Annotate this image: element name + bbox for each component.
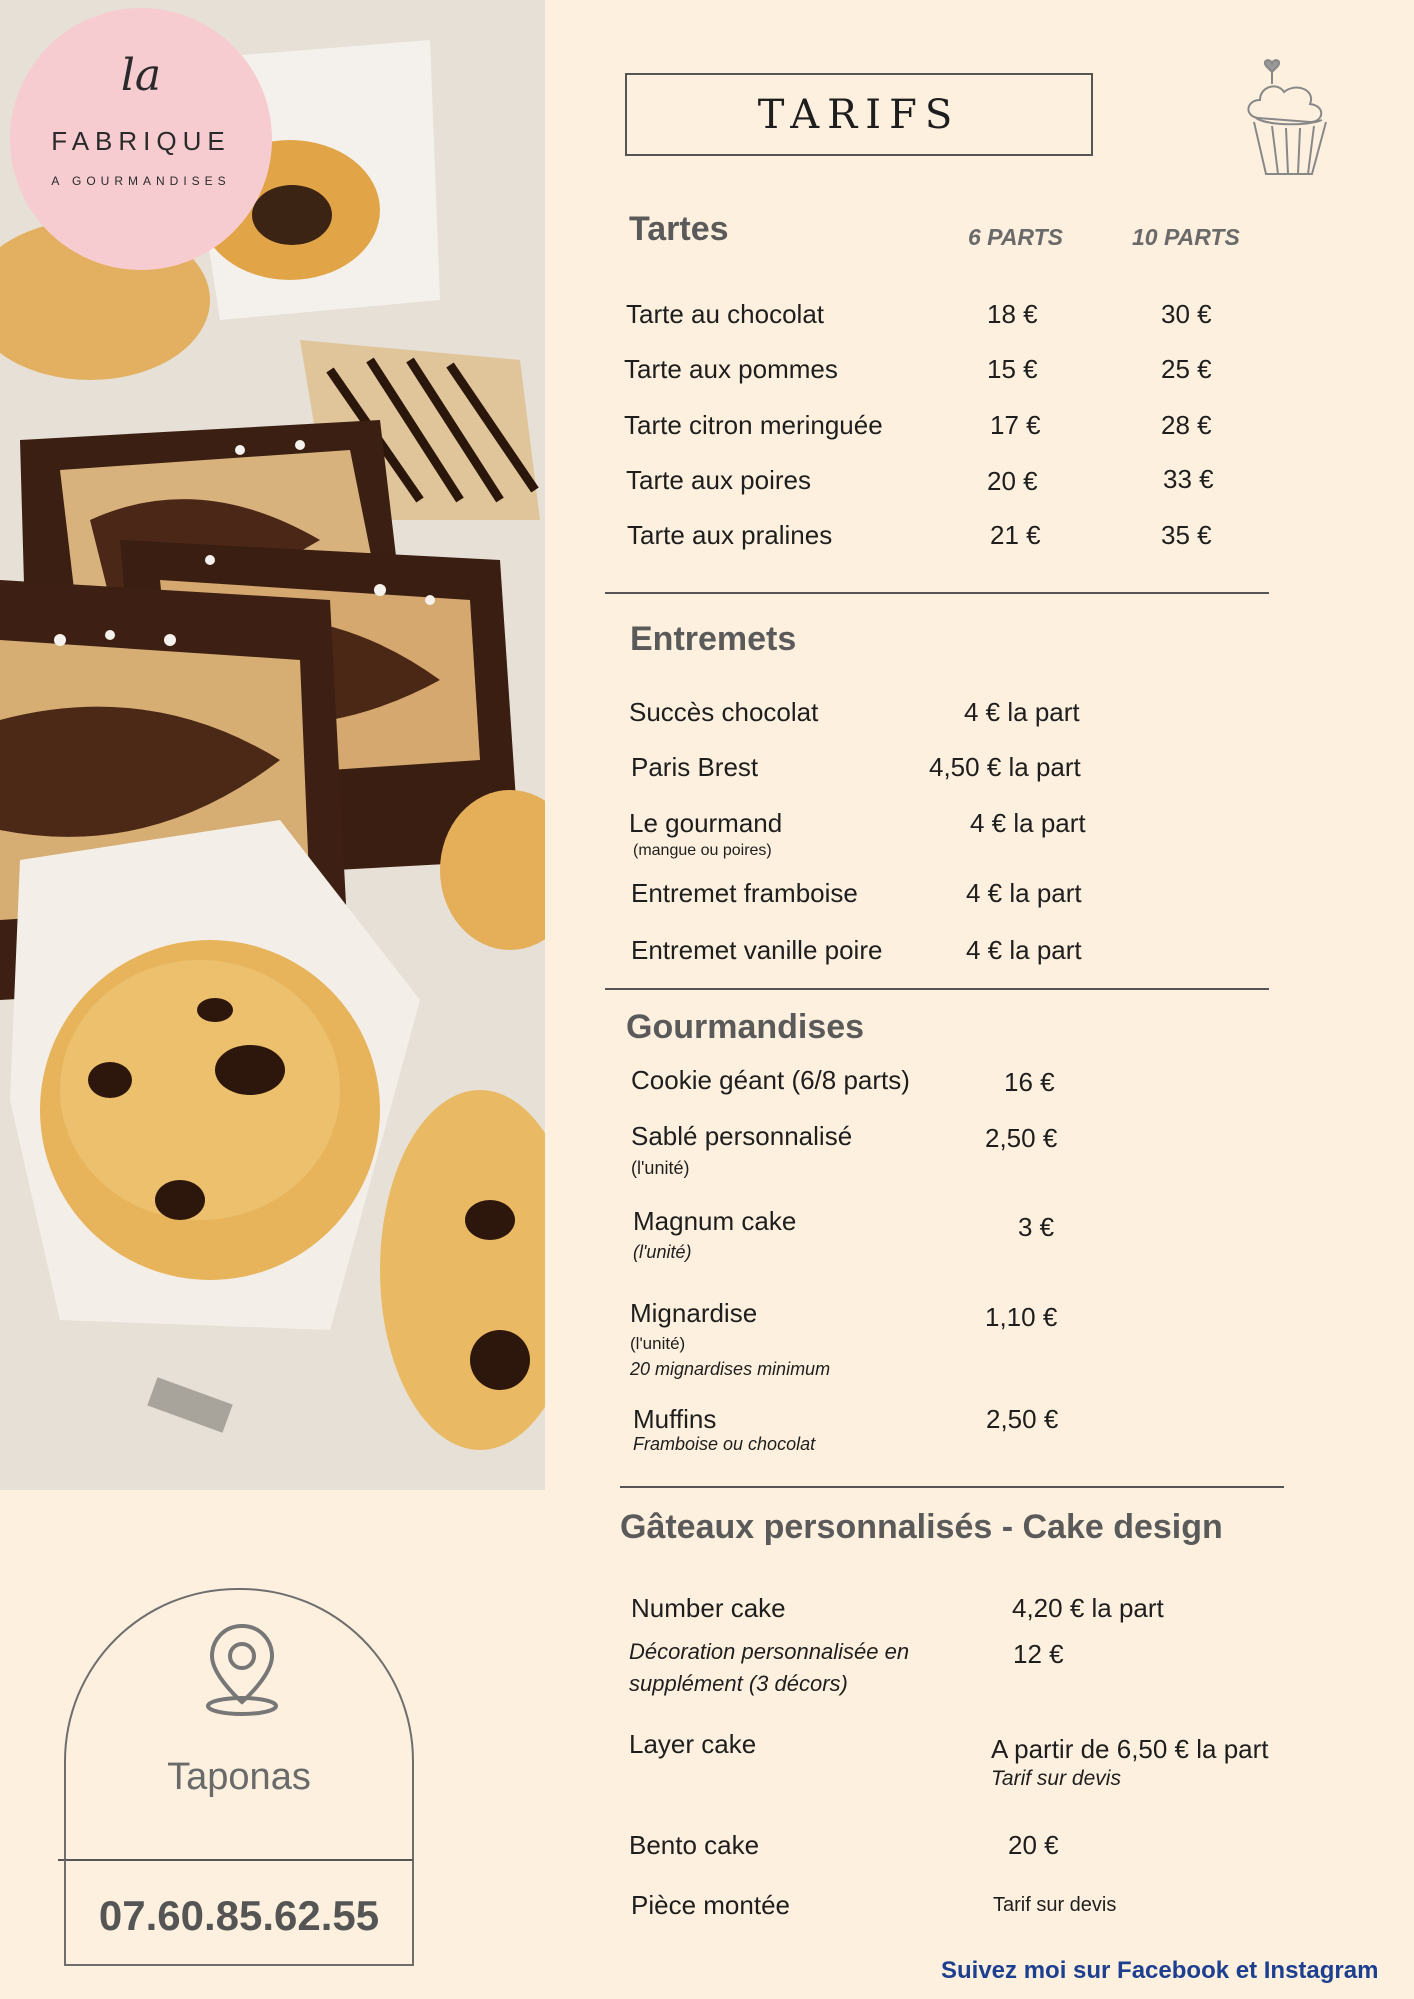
page-title: TARIFS: [757, 91, 961, 138]
gourmandise-item-name: Magnum cake: [633, 1206, 797, 1236]
gourmandise-item-name: Cookie géant (6/8 parts): [631, 1065, 910, 1095]
tarte-price-10: 25 €: [1161, 354, 1212, 384]
entremet-price: 4 € la part: [970, 808, 1086, 838]
gourmandise-item-name: Sablé personnalisé: [631, 1121, 853, 1151]
cake-price: 4,20 € la part: [1012, 1593, 1164, 1623]
gourmandise-item-name: Muffins: [633, 1404, 717, 1434]
gourmandise-price: 2,50 €: [986, 1404, 1059, 1434]
divider: [605, 988, 1269, 990]
tarte-item-name: Tarte aux poires: [626, 465, 811, 495]
city-name: Taponas: [167, 1756, 311, 1798]
tarte-price-6: 17 €: [990, 410, 1041, 440]
cake-price: A partir de 6,50 € la part: [991, 1734, 1269, 1764]
gourmandise-item-note: Framboise ou chocolat: [633, 1434, 816, 1454]
tarte-price-6: 21 €: [990, 520, 1041, 550]
tarte-price-10: 33 €: [1163, 464, 1214, 494]
cake-price: Tarif sur devis: [993, 1894, 1117, 1916]
title-box: [625, 73, 1093, 156]
entremet-item-name: Le gourmand: [629, 808, 783, 838]
divider: [605, 592, 1269, 594]
entremet-price: 4 € la part: [966, 878, 1082, 908]
phone-number[interactable]: 07.60.85.62.55: [98, 1892, 380, 1939]
cake-item-name: Number cake: [631, 1593, 786, 1623]
tarte-item-name: Tarte aux pralines: [627, 520, 833, 550]
tarte-item-name: Tarte au chocolat: [626, 299, 825, 329]
social-link[interactable]: Suivez moi sur Facebook et Instagram: [941, 1957, 1379, 1984]
cake-item-name: Layer cake: [629, 1729, 757, 1759]
logo-name: FABRIQUE: [51, 126, 231, 156]
entremet-item-name: Entremet framboise: [631, 878, 858, 908]
entremet-item-note: (mangue ou poires): [633, 842, 772, 859]
cupcake-icon: [1238, 56, 1338, 186]
gourmandises-heading: Gourmandises: [626, 1008, 865, 1046]
entremet-item-name: Entremet vanille poire: [631, 935, 883, 965]
cake-price: 12 €: [1013, 1639, 1064, 1669]
logo-la: la: [120, 50, 162, 101]
entremet-item-name: Succès chocolat: [629, 697, 819, 727]
tarte-price-10: 28 €: [1161, 410, 1212, 440]
brand-logo: [10, 8, 272, 270]
col-6-parts: 6 PARTS: [968, 224, 1064, 250]
pastry-photo: [0, 0, 545, 1490]
cake-item-name: Pièce montée: [631, 1890, 790, 1920]
gourmandise-price: 16 €: [1004, 1067, 1055, 1097]
gourmandise-item-note-2: 20 mignardises minimum: [630, 1359, 831, 1379]
tarte-item-name: Tarte aux pommes: [624, 354, 838, 384]
entremet-price: 4,50 € la part: [929, 752, 1081, 782]
gourmandise-item-note: (l'unité): [633, 1242, 692, 1262]
tarte-price-6: 18 €: [987, 299, 1038, 329]
entremet-item-name: Paris Brest: [631, 752, 759, 782]
tarte-item-name: Tarte citron meringuée: [624, 410, 883, 440]
cake-design-heading: Gâteaux personnalisés - Cake design: [620, 1508, 1223, 1546]
logo-subtitle: A GOURMANDISES: [51, 174, 231, 188]
gourmandise-price: 1,10 €: [985, 1302, 1058, 1332]
tarte-price-6: 15 €: [987, 354, 1038, 384]
cake-price: 20 €: [1008, 1830, 1059, 1860]
map-pin-icon: [204, 1622, 280, 1716]
tartes-heading: Tartes: [629, 210, 729, 248]
gourmandise-item-name: Mignardise: [630, 1298, 758, 1328]
gourmandise-item-note: (l'unité): [630, 1334, 686, 1353]
tarte-price-10: 35 €: [1161, 520, 1212, 550]
cake-item-name: Bento cake: [629, 1830, 760, 1860]
entremets-heading: Entremets: [630, 620, 797, 658]
gourmandise-price: 2,50 €: [985, 1123, 1058, 1153]
col-10-parts: 10 PARTS: [1132, 224, 1240, 250]
entremet-price: 4 € la part: [966, 935, 1082, 965]
gourmandise-item-note: (l'unité): [631, 1158, 690, 1178]
entremet-price: 4 € la part: [964, 697, 1080, 727]
divider: [620, 1486, 1284, 1488]
cake-item-name: Décoration personnalisée en supplément (3 décors): [629, 1639, 910, 1696]
tarte-price-10: 30 €: [1161, 299, 1212, 329]
cake-item-note: Tarif sur devis: [991, 1767, 1121, 1790]
gourmandise-price: 3 €: [1018, 1212, 1055, 1242]
tarte-price-6: 20 €: [987, 466, 1038, 496]
